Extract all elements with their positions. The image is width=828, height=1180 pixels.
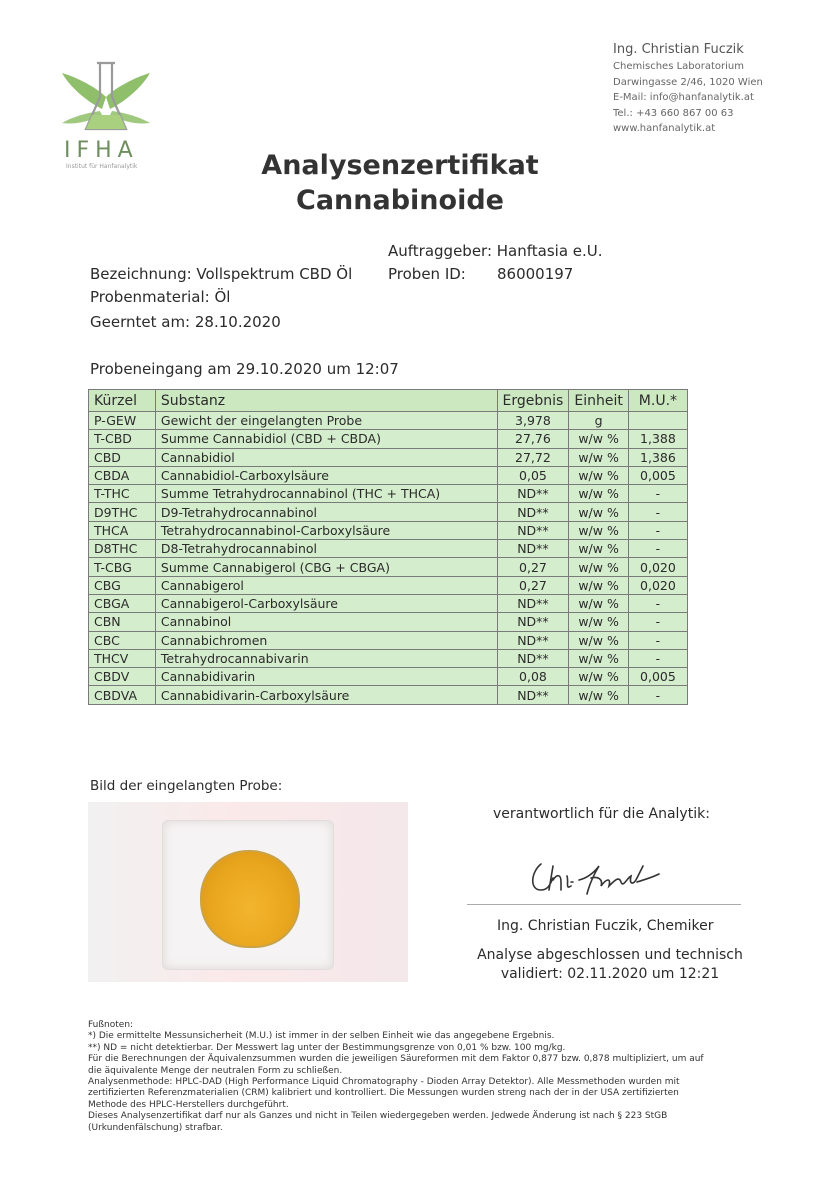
cell-einheit: w/w % bbox=[569, 686, 628, 704]
lab-line: www.hanfanalytik.at bbox=[613, 123, 716, 134]
cell-ergebnis: 27,72 bbox=[497, 448, 569, 466]
logo-text: IFHA bbox=[64, 138, 139, 163]
cell-einheit: w/w % bbox=[569, 576, 628, 594]
table-row bbox=[89, 686, 688, 704]
cell-substanz: Cannabigerol-Carboxylsäure bbox=[155, 594, 497, 612]
cell-einheit: w/w % bbox=[569, 503, 628, 521]
table-row bbox=[89, 485, 688, 503]
client: Auftraggeber: Hanftasia e.U. bbox=[388, 242, 603, 260]
footnote-line: (Urkundenfälschung) strafbar. bbox=[88, 1122, 223, 1133]
document-title bbox=[0, 148, 800, 218]
cell-substanz: Cannabidivarin-Carboxylsäure bbox=[155, 686, 497, 704]
cell-kuerzel: CBC bbox=[89, 631, 156, 649]
lab-line: Chemisches Laboratorium bbox=[613, 61, 744, 72]
cell-mu: - bbox=[628, 540, 687, 558]
table-row bbox=[89, 412, 688, 430]
cell-mu: 0,020 bbox=[628, 558, 687, 576]
cell-ergebnis: ND** bbox=[497, 485, 569, 503]
cell-kuerzel: T-CBG bbox=[89, 558, 156, 576]
cell-ergebnis: ND** bbox=[497, 540, 569, 558]
table-row bbox=[89, 448, 688, 466]
cell-mu: - bbox=[628, 485, 687, 503]
footnote-line: Dieses Analysenzertifikat darf nur als Ganzes und nicht in Teilen wiedergegeben werden. Jedwede Änderung ist nach § 223 StGB bbox=[88, 1111, 668, 1122]
cell-ergebnis: ND** bbox=[497, 521, 569, 539]
lab-name: Ing. Christian Fuczik bbox=[613, 42, 744, 57]
title-line-1: Analysenzertifikat bbox=[261, 150, 539, 181]
cell-substanz: Cannabidiol bbox=[155, 448, 497, 466]
cell-ergebnis: ND** bbox=[497, 686, 569, 704]
product-name: Bezeichnung: Vollspektrum CBD Öl bbox=[90, 265, 353, 283]
cell-mu: - bbox=[628, 649, 687, 667]
cell-substanz: D8-Tetrahydrocannabinol bbox=[155, 540, 497, 558]
footnote-line: *) Die ermittelte Messunsicherheit (M.U.) ist immer in der selben Einheit wie das angegebene Ergebnis. bbox=[88, 1031, 555, 1042]
cell-kuerzel: D8THC bbox=[89, 540, 156, 558]
footnote-line: Analysenmethode: HPLC-DAD (High Performance Liquid Chromatography - Dioden Array Detektor). Alle Messmethoden wurden mit bbox=[88, 1077, 680, 1088]
cell-einheit: w/w % bbox=[569, 558, 628, 576]
lab-line: Tel.: +43 660 867 00 63 bbox=[613, 107, 734, 119]
cell-kuerzel: P-GEW bbox=[89, 412, 156, 430]
cell-ergebnis: 0,27 bbox=[497, 558, 569, 576]
sample-id-value: 86000197 bbox=[497, 265, 574, 283]
cell-ergebnis: ND** bbox=[497, 594, 569, 612]
cell-mu: 0,005 bbox=[628, 466, 687, 484]
receipt-date: Probeneingang am 29.10.2020 um 12:07 bbox=[90, 360, 399, 378]
footnote-line: Für die Berechnungen der Äquivalenzsummen wurden die jeweiligen Säureformen mit dem Faktor 0,877 bzw. 0,878 multipliziert, um auf bbox=[88, 1054, 704, 1065]
cell-einheit: w/w % bbox=[569, 668, 628, 686]
table-row bbox=[89, 668, 688, 686]
table-row bbox=[89, 631, 688, 649]
cell-einheit: w/w % bbox=[569, 485, 628, 503]
cell-mu: - bbox=[628, 521, 687, 539]
cell-mu: - bbox=[628, 631, 687, 649]
table-row bbox=[89, 521, 688, 539]
lab-line: Darwingasse 2/46, 1020 Wien bbox=[613, 76, 763, 88]
table-row bbox=[89, 466, 688, 484]
header-kuerzel: Kürzel bbox=[89, 390, 156, 412]
table-row bbox=[89, 594, 688, 612]
cell-ergebnis: 3,978 bbox=[497, 412, 569, 430]
completion-line-1: Analyse abgeschlossen und technisch bbox=[477, 947, 743, 963]
cell-einheit: w/w % bbox=[569, 466, 628, 484]
signature-line bbox=[467, 904, 741, 905]
cell-einheit: w/w % bbox=[569, 649, 628, 667]
cell-einheit: w/w % bbox=[569, 540, 628, 558]
footnote-line: zertifizierten Referenzmaterialien (CRM) kalibriert und kontrolliert. Die Messungen wurden streng nach der in der USA zertifizierten bbox=[88, 1088, 679, 1099]
cell-kuerzel: THCA bbox=[89, 521, 156, 539]
cell-kuerzel: CBDA bbox=[89, 466, 156, 484]
table-row bbox=[89, 576, 688, 594]
table-row bbox=[89, 503, 688, 521]
lab-line: E-Mail: info@hanfanalytik.at bbox=[613, 92, 754, 103]
cell-mu: 1,388 bbox=[628, 430, 687, 448]
cell-einheit: w/w % bbox=[569, 430, 628, 448]
table-row bbox=[89, 613, 688, 631]
header-substanz: Substanz bbox=[155, 390, 497, 412]
table-row bbox=[89, 430, 688, 448]
table-row bbox=[89, 649, 688, 667]
cell-substanz: Cannabinol bbox=[155, 613, 497, 631]
cell-einheit: w/w % bbox=[569, 631, 628, 649]
cell-ergebnis: 27,76 bbox=[497, 430, 569, 448]
cell-substanz: Summe Cannabidiol (CBD + CBDA) bbox=[155, 430, 497, 448]
cell-kuerzel: CBDVA bbox=[89, 686, 156, 704]
cell-ergebnis: ND** bbox=[497, 503, 569, 521]
cell-einheit: w/w % bbox=[569, 448, 628, 466]
cell-kuerzel: T-CBD bbox=[89, 430, 156, 448]
cell-mu: 0,020 bbox=[628, 576, 687, 594]
table-row bbox=[89, 540, 688, 558]
header-ergebnis: Ergebnis bbox=[497, 390, 569, 412]
footnotes bbox=[88, 1020, 768, 1134]
sample-material: Probenmaterial: Öl bbox=[90, 288, 231, 306]
cell-substanz: Tetrahydrocannabinol-Carboxylsäure bbox=[155, 521, 497, 539]
completion-line-2: validiert: 02.11.2020 um 12:21 bbox=[500, 966, 720, 982]
footnote-line: die äquivalente Menge der neutralen Form zu schließen. bbox=[88, 1065, 343, 1076]
cell-ergebnis: 0,27 bbox=[497, 576, 569, 594]
cell-kuerzel: CBG bbox=[89, 576, 156, 594]
cell-substanz: Gewicht der eingelangten Probe bbox=[155, 412, 497, 430]
oil-drop bbox=[200, 850, 300, 948]
cell-mu: 0,005 bbox=[628, 668, 687, 686]
cell-mu: - bbox=[628, 594, 687, 612]
cell-substanz: Cannabigerol bbox=[155, 576, 497, 594]
cell-substanz: Summe Cannabigerol (CBG + CBGA) bbox=[155, 558, 497, 576]
cell-ergebnis: ND** bbox=[497, 631, 569, 649]
harvest-date: Geerntet am: 28.10.2020 bbox=[90, 313, 281, 331]
signature bbox=[527, 852, 667, 898]
cell-ergebnis: ND** bbox=[497, 649, 569, 667]
cell-kuerzel: CBN bbox=[89, 613, 156, 631]
results-table bbox=[88, 389, 688, 705]
header-mu: M.U.* bbox=[628, 390, 687, 412]
cell-substanz: Summe Tetrahydrocannabinol (THC + THCA) bbox=[155, 485, 497, 503]
cell-einheit: g bbox=[569, 412, 628, 430]
sample-id-label: Proben ID: bbox=[388, 265, 466, 283]
signer-name: Ing. Christian Fuczik, Chemiker bbox=[497, 918, 714, 934]
cell-mu: 1,386 bbox=[628, 448, 687, 466]
cell-einheit: w/w % bbox=[569, 594, 628, 612]
cell-kuerzel: T-THC bbox=[89, 485, 156, 503]
cell-mu: - bbox=[628, 613, 687, 631]
cell-substanz: D9-Tetrahydrocannabinol bbox=[155, 503, 497, 521]
cell-kuerzel: THCV bbox=[89, 649, 156, 667]
cell-kuerzel: CBDV bbox=[89, 668, 156, 686]
table-header-row bbox=[89, 390, 688, 412]
cell-kuerzel: CBGA bbox=[89, 594, 156, 612]
sample-photo bbox=[88, 802, 408, 982]
completion-note bbox=[440, 946, 780, 984]
cell-einheit: w/w % bbox=[569, 613, 628, 631]
cell-mu: - bbox=[628, 686, 687, 704]
sample-image-label: Bild der eingelangten Probe: bbox=[90, 778, 283, 794]
cell-substanz: Cannabidiol-Carboxylsäure bbox=[155, 466, 497, 484]
cell-mu: - bbox=[628, 503, 687, 521]
footnote-line: Methode des HPLC-Herstellers durchgeführt. bbox=[88, 1099, 289, 1110]
logo-subtitle: Institut für Hanfanalytik bbox=[66, 163, 138, 170]
cell-ergebnis: ND** bbox=[497, 613, 569, 631]
cell-ergebnis: 0,05 bbox=[497, 466, 569, 484]
cell-kuerzel: CBD bbox=[89, 448, 156, 466]
footnote-line: **) ND = nicht detektierbar. Der Messwert lag unter der Bestimmungsgrenze von 0,01 % bzw. 100 mg/kg. bbox=[88, 1042, 566, 1053]
cell-ergebnis: 0,08 bbox=[497, 668, 569, 686]
cell-substanz: Cannabichromen bbox=[155, 631, 497, 649]
footnotes-heading: Fußnoten: bbox=[88, 1020, 134, 1030]
cell-kuerzel: D9THC bbox=[89, 503, 156, 521]
cell-einheit: w/w % bbox=[569, 521, 628, 539]
title-line-2: Cannabinoide bbox=[296, 185, 504, 216]
responsible-label: verantwortlich für die Analytik: bbox=[493, 806, 710, 822]
table-row bbox=[89, 558, 688, 576]
header-einheit: Einheit bbox=[569, 390, 628, 412]
cell-substanz: Tetrahydrocannabivarin bbox=[155, 649, 497, 667]
lab-address bbox=[613, 42, 763, 137]
cell-substanz: Cannabidivarin bbox=[155, 668, 497, 686]
cell-mu bbox=[628, 412, 687, 430]
